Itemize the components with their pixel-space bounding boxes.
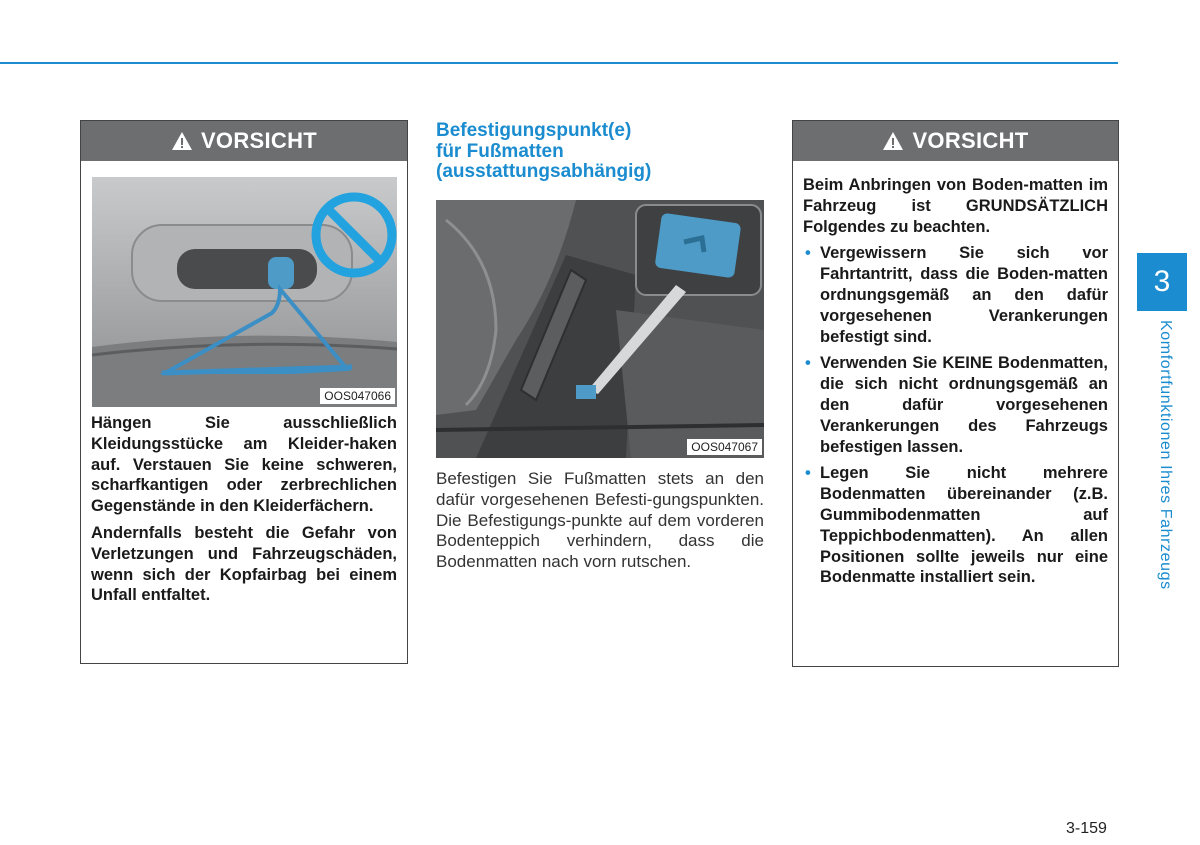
floor-mat-body-text: Befestigen Sie Fußmatten stets an den dafür vorgesehenen Befesti-gungspunkten. Die Befestigungs-punkte auf dem vorderen Bodenteppich verhindern, dass die Bodenmatten nach vorn rutschen. (436, 469, 764, 572)
bullet-dot-icon: • (805, 354, 811, 373)
bullet-text: Vergewissern Sie sich vor Fahrtantritt, dass die Boden-matten ordnungsgemäß an den dafür vorgesehenen Verankerungen befestigt sind. (820, 244, 1108, 346)
bullet-item (803, 243, 1108, 347)
page-number: 3-159 (1066, 820, 1107, 837)
bullet-item (803, 463, 1108, 588)
warning-triangle-icon (171, 131, 193, 151)
warning-triangle-icon (882, 131, 904, 151)
left-figure-code: OOS047066 (320, 388, 395, 404)
left-warning-paragraph-1: Hängen Sie ausschließlich Kleidungsstücke am Kleider-haken auf. Verstauen Sie keine schweren, scharfkantigen oder zerbrechlichen Gegenstände in den Kleiderfächern. (91, 414, 397, 516)
middle-figure-code: OOS047067 (687, 439, 762, 455)
chapter-tab: 3 (1137, 253, 1187, 311)
bullet-dot-icon: • (805, 464, 811, 483)
top-rule (0, 62, 1118, 64)
right-warning-intro: Beim Anbringen von Boden-matten im Fahrzeug ist GRUNDSÄTZLICH Folgendes zu beachten. (803, 176, 1108, 236)
floor-mat-anchor-figure (436, 200, 764, 458)
left-warning-paragraph-2: Andernfalls besteht die Gefahr von Verletzungen und Fahrzeugschäden, wenn sich der Kopfairbag bei einem Unfall entfaltet. (91, 523, 397, 605)
floor-mat-anchor-illustration (436, 200, 764, 458)
bullet-dot-icon: • (805, 244, 811, 263)
section-title-line-1: Befestigungspunkt(e) (436, 120, 632, 141)
left-warning-box (80, 120, 408, 664)
right-warning-header (793, 121, 1118, 161)
right-warning-box (792, 120, 1119, 667)
coat-hook-figure (92, 177, 397, 407)
bullet-text: Verwenden Sie KEINE Bodenmatten, die sich nicht ordnungsgemäß an den dafür vorgesehenen Verankerungen des Fahrzeugs befestigen lassen. (820, 354, 1108, 456)
left-warning-header (81, 121, 407, 161)
right-warning-title: VORSICHT (912, 128, 1029, 153)
section-title (436, 121, 766, 183)
chapter-label: Komfortfunktionen Ihres Fahrzeugs (1157, 320, 1174, 590)
bullet-text: Legen Sie nicht mehrere Bodenmatten übereinander (z.B. Gummibodenmatten auf Teppichbodenmatten). An allen Positionen sollte jeweils nur eine Bodenmatte installiert sein. (820, 464, 1108, 587)
left-warning-body (81, 407, 407, 622)
bullet-item (803, 353, 1108, 457)
right-warning-bullet-list (803, 243, 1108, 588)
left-warning-title: VORSICHT (200, 128, 318, 153)
coat-hook-illustration (92, 177, 397, 407)
right-warning-body (793, 161, 1118, 604)
section-title-line-2: für Fußmatten (436, 140, 564, 162)
section-title-line-3: (ausstattungsabhängig) (436, 161, 652, 182)
